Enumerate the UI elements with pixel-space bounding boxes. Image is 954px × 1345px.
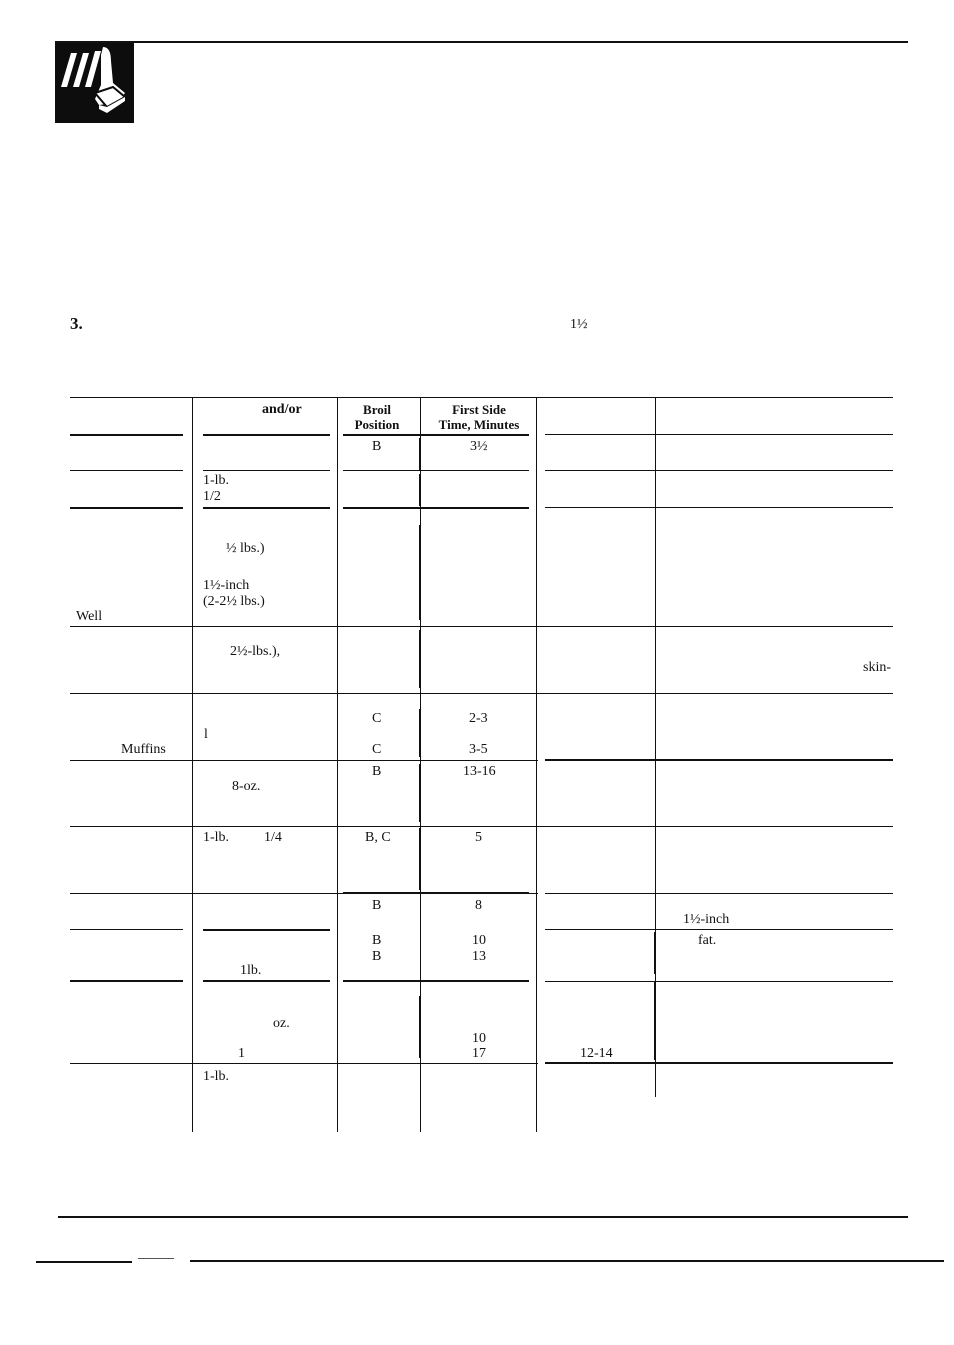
note-rule-a [654,932,656,974]
table-cell-r3-food: Well [76,609,103,624]
table-cell-r4-note: skin- [863,660,891,675]
quantity-header: and/or [262,402,302,417]
table-cell-r3-qty-b: 1½-inch [203,578,250,593]
table-cell-r8-pos: B [372,898,382,913]
timed-rule-d [419,630,421,688]
footer-rule [58,1216,908,1218]
table-cell-r9-pos-a: B [372,933,382,948]
timed-rule-e [419,709,421,757]
col-rule-1 [192,397,193,1132]
row-rule-3 [70,626,893,627]
hand-pressing-button-icon [55,43,134,123]
header-underline-1 [70,434,183,436]
table-cell-r7-pos: B, C [365,830,391,845]
table-cell-r1-time: 3½ [470,439,488,454]
header-underline-4 [545,434,893,435]
table-cell-r6-qty: 8-oz. [232,779,261,794]
timed-rule-h [419,996,421,1058]
table-cell-r5-time-a: 2-3 [469,711,488,726]
note-rule-b [654,982,656,1060]
table-cell-r11-qty: 1-lb. [203,1069,230,1084]
row-rule-9a [70,980,183,982]
table-cell-r6-pos: B [372,764,382,779]
row-rule-1d [545,470,893,471]
step-number: 3. [70,314,83,333]
table-cell-r9-time-a: 10 [472,933,486,948]
table-cell-r2-qty-b: 1/2 [203,489,221,504]
row-rule-4 [70,693,893,694]
table-cell-r2-qty-a: 1-lb. [203,473,230,488]
first-side-header-line2: Time, Minutes [438,417,520,432]
table-cell-r10-qty-a: oz. [273,1016,290,1031]
row-rule-5b [545,759,893,761]
timed-rule-a [419,438,421,470]
row-rule-6 [70,826,893,827]
table-cell-r9-note: fat. [698,933,717,948]
header-underline-3 [343,434,529,436]
row-rule-9c [343,980,529,982]
row-rule-7b [343,892,529,894]
row-rule-2c [343,507,529,509]
table-cell-r9-qty: 1lb. [240,963,262,978]
row-rule-9b [203,980,330,982]
row-rule-8a [70,929,183,930]
row-rule-5a [70,760,538,761]
table-cell-r5-time-b: 3-5 [469,742,488,757]
table-cell-r9-pos-b: B [372,949,382,964]
timed-rule-g [419,828,421,890]
page-edge-rule-b [190,1260,944,1262]
row-rule-1c [343,470,529,471]
table-cell-r3-qty-c: (2-2½ lbs.) [203,594,265,609]
row-rule-9d [545,981,893,982]
table-cell-r7-time: 5 [475,830,482,845]
col-rule-3 [536,397,537,1132]
timed-rule-f [419,764,421,822]
row-rule-10a [70,1063,538,1064]
table-cell-r7-qty-b: 1/4 [264,830,282,845]
broil-position-header-line1: Broil [363,402,391,417]
top-rule [55,41,908,43]
page-edge-rule-a [36,1261,132,1263]
table-cell-r10-time-a: 10 [472,1031,486,1046]
header-underline-2 [203,434,330,436]
step-fraction: 1½ [570,317,588,332]
table-cell-r9-time-b: 13 [472,949,486,964]
table-cell-r10-second: 12-14 [580,1046,613,1061]
table-cell-r10-time-b: 17 [472,1046,486,1061]
table-cell-r5-food: Muffins [121,742,166,757]
table-top-rule [70,397,893,398]
table-cell-r1-pos: B [372,439,382,454]
row-rule-1a [70,470,183,471]
page-edge-smudge [138,1258,174,1262]
row-rule-10b [545,1062,893,1064]
row-rule-8b [203,929,330,931]
table-cell-r6-time: 13-16 [463,764,496,779]
table-cell-r5-pos-b: C [372,742,382,757]
table-cell-r5-qty: l [204,727,208,742]
row-rule-8c [545,929,893,930]
table-cell-r4-qty: 2½-lbs.), [230,644,281,659]
table-cell-r5-pos-a: C [372,711,382,726]
row-rule-7c [545,893,893,894]
col-rule-2 [337,397,338,1132]
timed-rule-b [419,474,421,506]
row-rule-2a [70,507,183,509]
table-cell-r3-qty-a: ½ lbs.) [226,541,265,556]
row-rule-1b [203,470,330,471]
broil-position-header-line2: Position [354,417,400,432]
table-cell-r7-qty-a: 1-lb. [203,830,230,845]
first-side-header-line1: First Side [452,402,506,417]
row-rule-2b [203,507,330,509]
row-rule-2d [545,507,893,508]
table-cell-r8-time: 8 [475,898,482,913]
timed-rule-c [419,525,421,620]
table-cell-r8-note: 1½-inch [683,912,730,927]
table-cell-r10-qty-b: 1 [238,1046,245,1061]
